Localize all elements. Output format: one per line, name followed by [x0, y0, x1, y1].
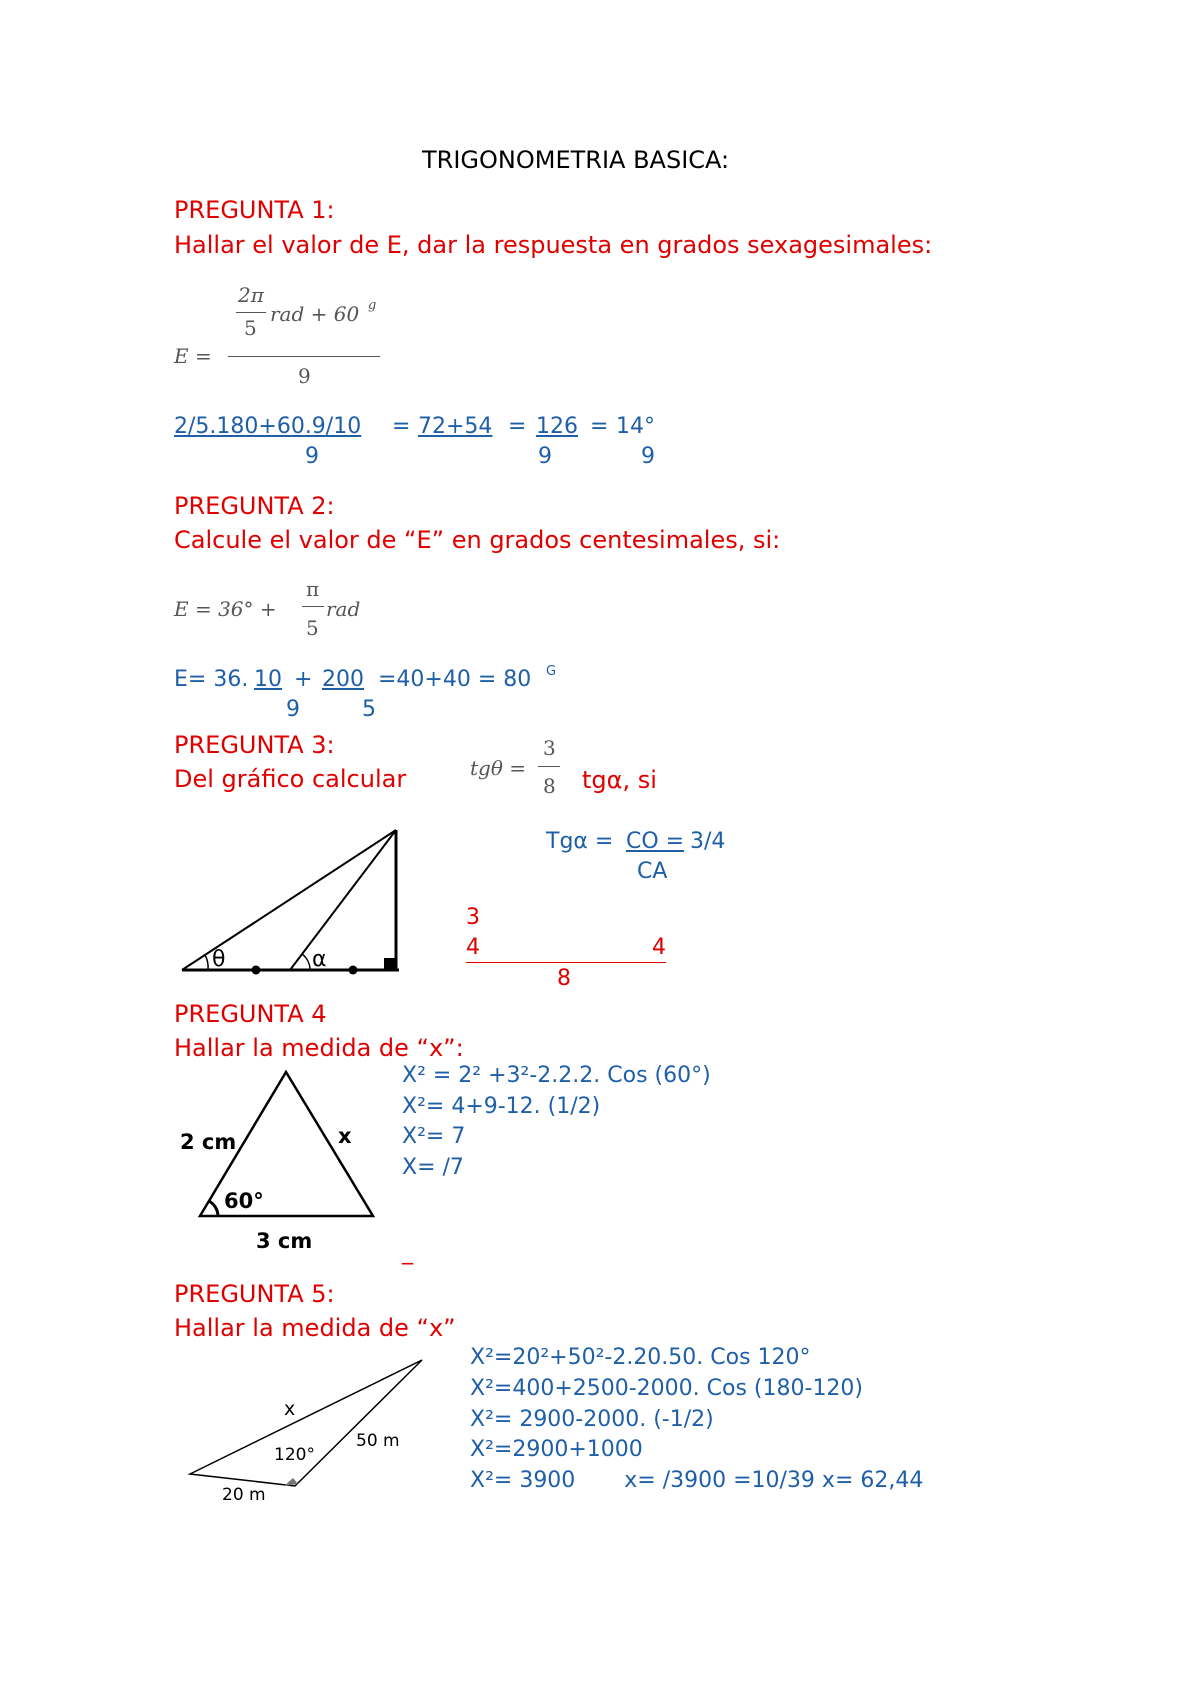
q3-frac-top: 3 — [543, 736, 556, 760]
q1-heading: PREGUNTA 1: — [174, 196, 335, 224]
q3-sol-a: Tgα = — [546, 829, 614, 854]
q5-x-label: x — [284, 1398, 296, 1420]
q3-theta-label: θ — [212, 947, 226, 972]
q1-sol-eq2: = — [508, 414, 527, 439]
q2-sol-d: =40+40 = 80 — [378, 667, 532, 692]
q3-seg-top: 3 — [466, 905, 480, 930]
q5-line-2: X²=400+2500-2000. Cos (180-120) — [470, 1376, 864, 1401]
q2-sol-b: 10 — [254, 667, 282, 692]
q4-line-1: X² = 2² +3²-2.2.2. Cos (60°) — [402, 1063, 711, 1088]
q5-triangle-figure — [180, 1350, 440, 1510]
q1-sol-eq3: = — [590, 414, 609, 439]
q3-seg-line — [466, 962, 666, 963]
q2-prompt: Calcule el valor de “E” en grados centesimales, si: — [174, 526, 781, 554]
q1-frac-line — [236, 312, 266, 313]
q5-line-4: X²=2900+1000 — [470, 1437, 643, 1462]
q3-frac-line — [538, 766, 560, 767]
q3-heading: PREGUNTA 3: — [174, 731, 335, 759]
q2-heading: PREGUNTA 2: — [174, 492, 335, 520]
q3-prompt: Del gráfico calcular — [174, 765, 407, 793]
q5-heading: PREGUNTA 5: — [174, 1280, 335, 1308]
q5-triangle — [190, 1360, 422, 1486]
q2-sol-plus: + — [294, 667, 313, 692]
q5-line-3: X²= 2900-2000. (-1/2) — [470, 1407, 714, 1432]
q5-angle-label: 120° — [274, 1445, 315, 1465]
q3-seg-right: 4 — [652, 935, 666, 960]
q1-sol-term2: 72+54 — [418, 414, 493, 439]
q2-sol-sup: G — [546, 664, 557, 679]
q3-after: tgα, si — [582, 766, 657, 794]
q3-right-angle-mark — [384, 958, 396, 970]
q2-lhs: E = 36° + — [174, 597, 277, 621]
q2-frac-line — [302, 606, 324, 607]
q4-mark: _ — [402, 1240, 413, 1265]
q3-seg-left: 4 — [466, 935, 480, 960]
q4-angle-label: 60° — [224, 1189, 264, 1213]
q1-num-sup: g — [368, 298, 377, 313]
q3-sol-b: CO = — [626, 829, 685, 854]
q5-line-1: X²=20²+50²-2.20.50. Cos 120° — [470, 1345, 811, 1370]
q3-dot-2 — [349, 966, 358, 975]
q5-prompt: Hallar la medida de “x” — [174, 1314, 456, 1342]
q1-sol-term3: 126 — [536, 414, 578, 439]
q5-side-label: 50 m — [356, 1431, 400, 1451]
q2-frac-top: π — [306, 577, 320, 601]
q1-sol-result: 14° — [616, 414, 655, 439]
q3-lhs: tgθ = — [470, 756, 526, 780]
q3-seg-bottom: 8 — [557, 966, 571, 991]
q2-sol-den2: 5 — [362, 697, 376, 722]
q4-line-4: X= /7 — [402, 1155, 464, 1180]
q3-alpha-label: α — [312, 947, 327, 972]
q1-num-rest: rad + 60 — [270, 302, 360, 326]
q1-prompt: Hallar el valor de E, dar la respuesta en grados sexagesimales: — [174, 231, 933, 259]
q4-base-label: 3 cm — [256, 1229, 313, 1253]
q1-sol-den1: 9 — [305, 444, 319, 469]
q1-frac-bottom: 5 — [244, 316, 257, 340]
q3-triangle-figure — [170, 820, 410, 980]
q1-sol-term1: 2/5.180+60.9/10 — [174, 414, 362, 439]
q2-sol-a: E= 36. — [174, 667, 249, 692]
q3-theta-arc — [205, 955, 208, 970]
page-title: TRIGONOMETRIA BASICA: — [422, 146, 730, 174]
q2-sol-c: 200 — [322, 667, 364, 692]
q1-frac-top: 2π — [238, 283, 264, 307]
q1-den: 9 — [298, 364, 311, 388]
q4-triangle-figure — [170, 1064, 390, 1264]
q1-sol-den2: 9 — [538, 444, 552, 469]
q4-line-3: X²= 7 — [402, 1124, 466, 1149]
q2-rest: rad — [326, 597, 361, 621]
q3-sol-c: 3/4 — [690, 829, 726, 854]
q3-inner-line — [290, 830, 396, 970]
q1-lhs: E = — [174, 344, 212, 368]
q3-dot-1 — [252, 966, 261, 975]
q4-prompt: Hallar la medida de “x”: — [174, 1034, 464, 1062]
q3-frac-bottom: 8 — [543, 774, 556, 798]
q2-sol-den1: 9 — [286, 697, 300, 722]
q2-frac-bottom: 5 — [306, 616, 319, 640]
q4-heading: PREGUNTA 4 — [174, 1000, 327, 1028]
q4-line-2: X²= 4+9-12. (1/2) — [402, 1094, 601, 1119]
q3-sol-d: CA — [637, 859, 668, 884]
q1-sol-eq1: = — [392, 414, 411, 439]
q5-line-5: X²= 3900 x= /3900 =10/39 x= 62,44 — [470, 1468, 924, 1493]
q1-sol-den3: 9 — [641, 444, 655, 469]
q5-base-label: 20 m — [222, 1485, 266, 1505]
q4-angle-arc — [209, 1201, 218, 1216]
q1-main-line — [228, 356, 380, 357]
q4-side-right-label: x — [338, 1124, 352, 1148]
q4-side-left-label: 2 cm — [180, 1130, 237, 1154]
q3-alpha-arc — [302, 954, 310, 970]
